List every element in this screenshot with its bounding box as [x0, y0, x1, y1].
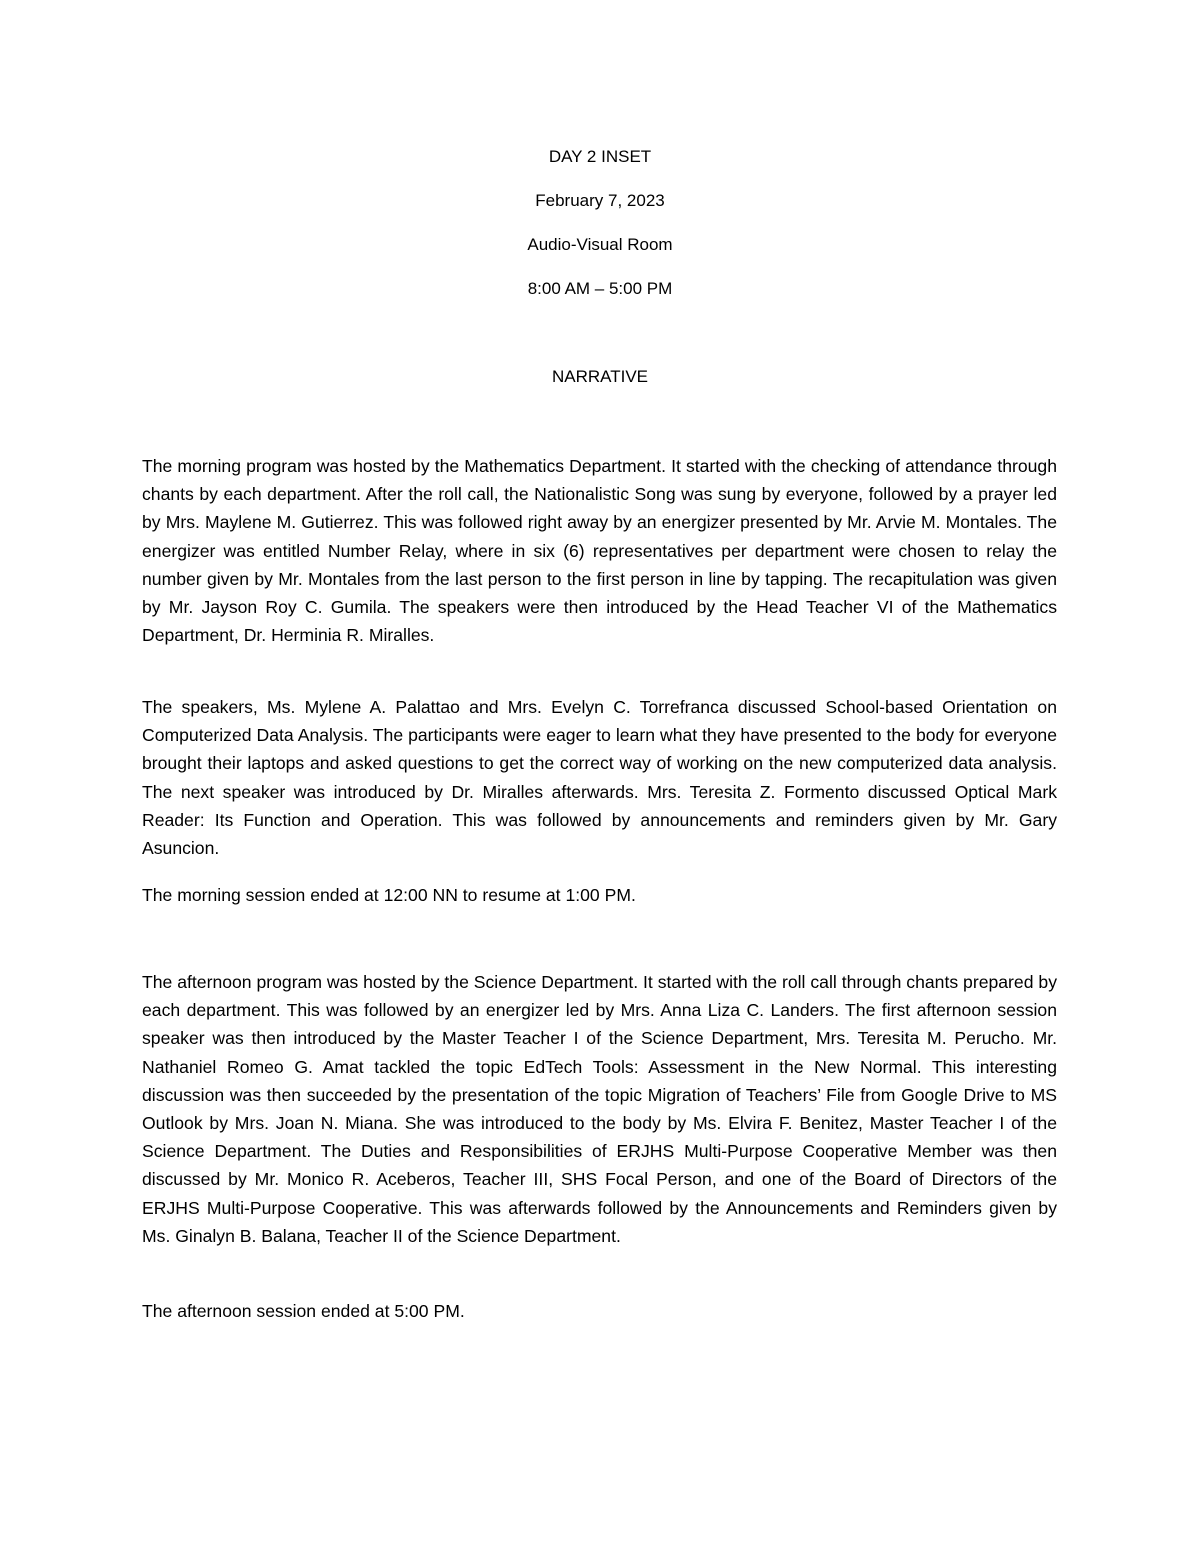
event-time: 8:00 AM – 5:00 PM: [527, 279, 673, 298]
section-heading: NARRATIVE: [551, 367, 649, 386]
afternoon-session-end: The afternoon session ended at 5:00 PM.: [142, 1301, 465, 1321]
document-title: DAY 2 INSET: [548, 147, 652, 166]
event-date: February 7, 2023: [535, 191, 665, 210]
morning-program-paragraph: The morning program was hosted by the Mathematics Department. It started with the checking of attendance through chants by each department. After the roll call, the Nationalistic Song was sung by everyone, followed by a prayer led by Mrs. Maylene M. Gutierrez. This was followed right away by an energizer presented by Mr. Arvie M. Montales. The energizer was entitled Number Relay, where in six (6) representatives per department were chosen to relay the number given by Mr. Montales from the last person to the first person in line by tapping. The recapitulation was given by Mr. Jayson Roy C. Gumila. The speakers were then introduced by the Head Teacher VI of the Mathematics Department, Dr. Herminia R. Miralles.: [142, 456, 1057, 646]
afternoon-program-paragraph: The afternoon program was hosted by the Science Department. It started with the roll call through chants prepared by each department. This was followed by an energizer led by Mrs. Anna Liza C. Landers. The first afternoon session speaker was then introduced by the Master Teacher I of the Science Department, Mrs. Teresita M. Perucho. Mr. Nathaniel Romeo G. Amat tackled the topic EdTech Tools: Assessment in the New Normal. This interesting discussion was then succeeded by the presentation of the topic Migration of Teachers’ File from Google Drive to MS Outlook by Mrs. Joan N. Miana. She was introduced to the body by Ms. Elvira F. Benitez, Master Teacher I of the Science Department. The Duties and Responsibilities of ERJHS Multi-Purpose Cooperative Member was then discussed by Mr. Monico R. Aceberos, Teacher III, SHS Focal Person, and one of the Board of Directors of the ERJHS Multi-Purpose Cooperative. This was afterwards followed by the Announcements and Reminders given by Ms. Ginalyn B. Balana, Teacher II of the Science Department.: [142, 972, 1057, 1246]
event-venue: Audio-Visual Room: [527, 235, 673, 254]
morning-session-end: The morning session ended at 12:00 NN to resume at 1:00 PM.: [142, 885, 636, 905]
morning-speakers-paragraph: The speakers, Ms. Mylene A. Palattao and Mrs. Evelyn C. Torrefranca discussed School-based Orientation on Computerized Data Analysis. The participants were eager to learn what they have presented to the body for everyone brought their laptops and asked questions to get the correct way of working on the new computerized data analysis. The next speaker was introduced by Dr. Miralles afterwards. Mrs. Teresita Z. Formento discussed Optical Mark Reader: Its Function and Operation. This was followed by announcements and reminders given by Mr. Gary Asuncion.: [142, 697, 1057, 859]
